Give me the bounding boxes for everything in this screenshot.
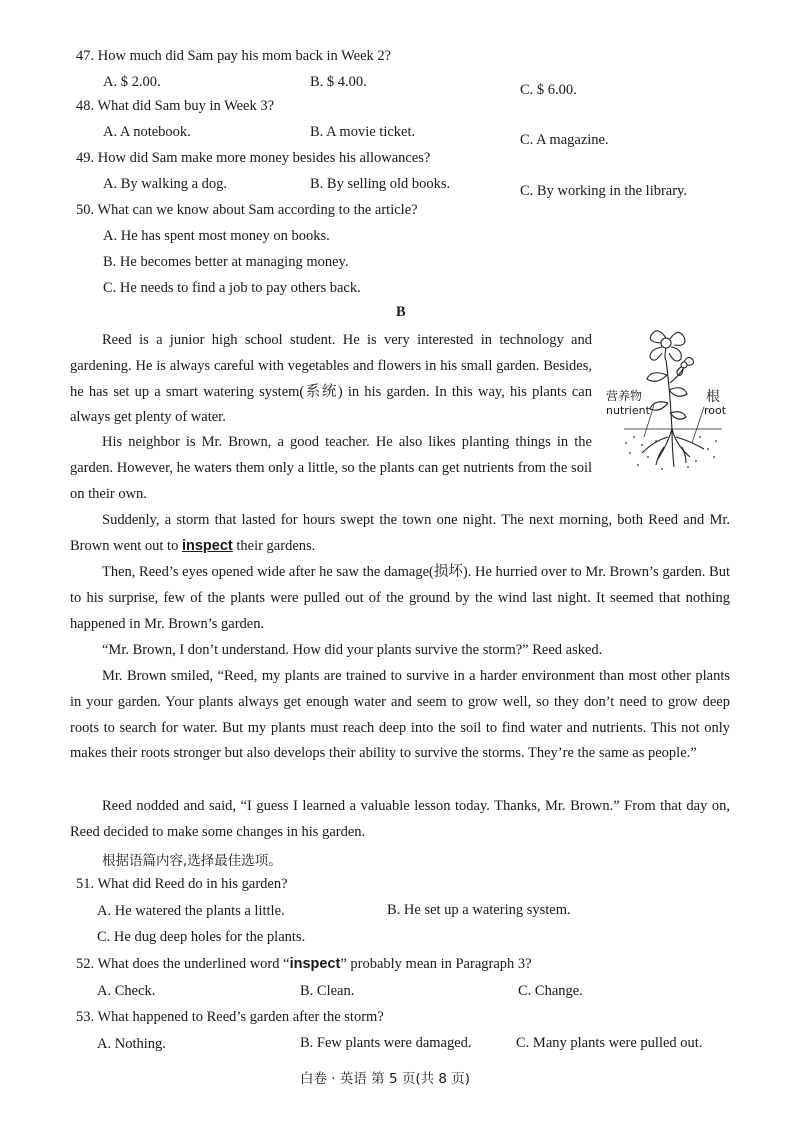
- question-52-option-b[interactable]: B. Clean.: [300, 983, 355, 999]
- question-53-option-a[interactable]: A. Nothing.: [97, 1036, 166, 1052]
- question-47-option-c[interactable]: C. $ 6.00.: [520, 82, 577, 98]
- question-48-option-b[interactable]: B. A movie ticket.: [310, 124, 416, 140]
- question-49-stem: 49. How did Sam make more money besides his allowances?: [76, 150, 431, 166]
- question-50-option-a[interactable]: A. He has spent most money on books.: [103, 228, 330, 244]
- figure-label-nutrient-cn: 营养物: [606, 389, 643, 403]
- underlined-word-inspect: inspect: [181, 537, 233, 554]
- passage-paragraph-7: Reed nodded and said, “I guess I learned a valuable lesson today. Thanks, Mr. Brown.” From that day on, Reed decided to make some changes in his garden.: [70, 798, 730, 840]
- question-48-option-a[interactable]: A. A notebook.: [103, 124, 191, 140]
- question-50-stem: 50. What can we know about Sam according to the article?: [76, 202, 418, 218]
- question-52-stem-before: 52. What does the underlined word “: [76, 956, 290, 972]
- question-47-stem: 47. How much did Sam pay his mom back in Week 2?: [76, 48, 392, 64]
- passage-paragraph-4: Then, Reed’s eyes opened wide after he saw the damage(损坏). He hurried over to Mr. Brown’s garden. But to his surprise, few of the plants were pulled out of the ground by the wind last night. It seemed that nothing happened in Mr. Brown’s garden.: [70, 564, 730, 632]
- question-52-keyword: inspect: [289, 956, 341, 972]
- passage-paragraph-3-before: Suddenly, a storm that lasted for hours swept the town one night. The next morning, both Reed and Mr. Brown went out to: [70, 512, 730, 554]
- question-51-option-b[interactable]: B. He set up a watering system.: [387, 902, 571, 918]
- question-49-option-b[interactable]: B. By selling old books.: [310, 176, 451, 192]
- passage-paragraph-2: His neighbor is Mr. Brown, a good teacher. He also likes planting things in the garden. However, he waters them only a little, so the plants can get nutrients from the soil on their own.: [70, 434, 592, 502]
- question-51-option-c[interactable]: C. He dug deep holes for the plants.: [97, 929, 306, 945]
- question-48-option-c[interactable]: C. A magazine.: [520, 132, 609, 148]
- figure-label-root-en: root: [704, 404, 727, 417]
- question-47-option-a[interactable]: A. $ 2.00.: [103, 74, 161, 90]
- passage-paragraph-1: Reed is a junior high school student. He is very interested in technology and gardening. He is always careful with vegetables and flowers in his small garden. Besides, he has set up a smart watering system(系统) in his garden. In this way, his plants can always get plenty of water.: [70, 332, 592, 426]
- question-52-stem: [76, 956, 532, 973]
- passage-paragraph-6: Mr. Brown smiled, “Reed, my plants are trained to survive in a harder environment than most other plants in your garden. Your plants always get enough water and seem to grow well, so they don’t need to grow deep roots to search for water. But my plants must reach deep into the soil to find water and nutrients. This not only makes their roots stronger but also develops their ability to survive the storms. They’re the same as people.”: [70, 668, 730, 762]
- page-footer: 白卷 · 英语 第 5 页(共 8 页): [300, 1071, 471, 1087]
- section-b-heading: B: [396, 304, 406, 320]
- question-51-option-a[interactable]: A. He watered the plants a little.: [97, 903, 285, 919]
- question-51-stem: 51. What did Reed do in his garden?: [76, 876, 288, 892]
- question-49-option-c[interactable]: C. By working in the library.: [520, 183, 687, 199]
- passage-paragraph-3: [70, 508, 730, 560]
- figure-label-root-cn: 根: [706, 389, 720, 405]
- question-50-option-b[interactable]: B. He becomes better at managing money.: [103, 254, 349, 270]
- question-52-option-c[interactable]: C. Change.: [518, 983, 583, 999]
- question-52-option-a[interactable]: A. Check.: [97, 983, 156, 999]
- question-53-stem: 53. What happened to Reed’s garden after the storm?: [76, 1009, 384, 1025]
- question-53-option-b[interactable]: B. Few plants were damaged.: [300, 1035, 472, 1051]
- passage-paragraph-5: “Mr. Brown, I don’t understand. How did your plants survive the storm?” Reed asked.: [102, 642, 603, 658]
- figure-label-nutrient-en: nutrient: [606, 404, 650, 417]
- question-52-stem-after: ” probably mean in Paragraph 3?: [340, 956, 532, 972]
- question-47-option-b[interactable]: B. $ 4.00.: [310, 74, 367, 90]
- passage-paragraph-3-after: their gardens.: [232, 537, 316, 554]
- question-50-option-c[interactable]: C. He needs to find a job to pay others back.: [103, 280, 361, 296]
- question-49-option-a[interactable]: A. By walking a dog.: [103, 176, 228, 192]
- question-48-stem: 48. What did Sam buy in Week 3?: [76, 98, 275, 114]
- instruction-text: 根据语篇内容,选择最佳选项。: [102, 853, 282, 869]
- question-53-option-c[interactable]: C. Many plants were pulled out.: [516, 1035, 703, 1051]
